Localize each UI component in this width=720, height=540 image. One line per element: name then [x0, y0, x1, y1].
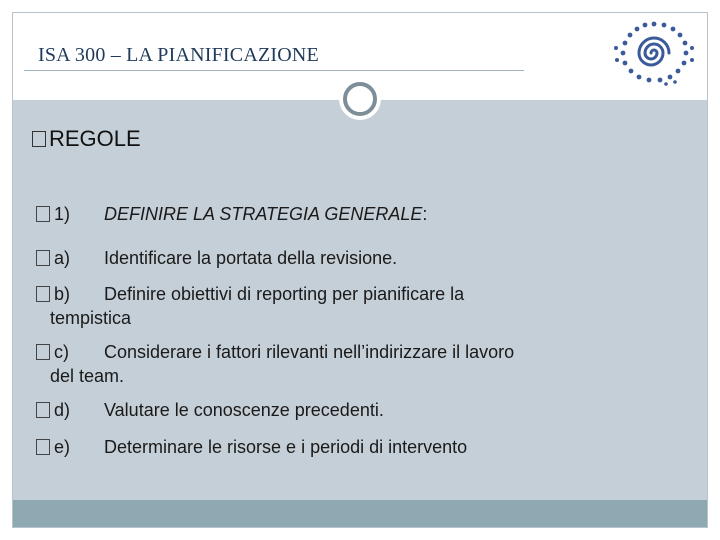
square-bullet-icon — [36, 286, 50, 302]
circle-ring-inner — [343, 82, 377, 116]
heading-text: REGOLE — [49, 126, 141, 151]
list-item — [36, 246, 676, 270]
square-bullet-icon — [36, 206, 50, 222]
list-item — [36, 340, 676, 388]
square-bullet-icon — [36, 402, 50, 418]
item-label: a) — [54, 248, 71, 268]
item-text: Identificare la portata della revisione. — [104, 248, 398, 268]
item-label: e) — [54, 437, 71, 457]
square-bullet-icon — [36, 439, 50, 455]
spiral-dots-icon — [612, 20, 696, 86]
item-text: DEFINIRE LA STRATEGIA GENERALE — [104, 204, 423, 224]
list-item — [36, 435, 676, 459]
item-label: 1) — [54, 204, 71, 224]
item-text: Considerare i fattori rilevanti nell’indirizzare il lavoro — [104, 342, 515, 362]
item-label: d) — [54, 400, 71, 420]
list-item — [36, 202, 676, 226]
item-suffix: : — [422, 204, 428, 224]
item-continuation: tempistica — [50, 308, 132, 328]
slide-title: ISA 300 – LA PIANIFICAZIONE — [38, 44, 319, 66]
item-text: Definire obiettivi di reporting per pianificare la — [104, 284, 465, 304]
circle-ring-icon — [339, 78, 381, 120]
square-bullet-icon — [36, 344, 50, 360]
item-text: Determinare le risorse e i periodi di intervento — [104, 437, 468, 457]
section-heading — [32, 126, 141, 152]
square-bullet-icon — [36, 250, 50, 266]
item-text: Valutare le conoscenze precedenti. — [104, 400, 384, 420]
item-continuation: del team. — [50, 366, 125, 386]
title-underline — [24, 70, 524, 71]
item-label: c) — [54, 342, 69, 362]
list-item — [36, 398, 676, 422]
square-bullet-icon — [32, 131, 46, 147]
item-label: b) — [54, 284, 71, 304]
list-item — [36, 282, 676, 330]
